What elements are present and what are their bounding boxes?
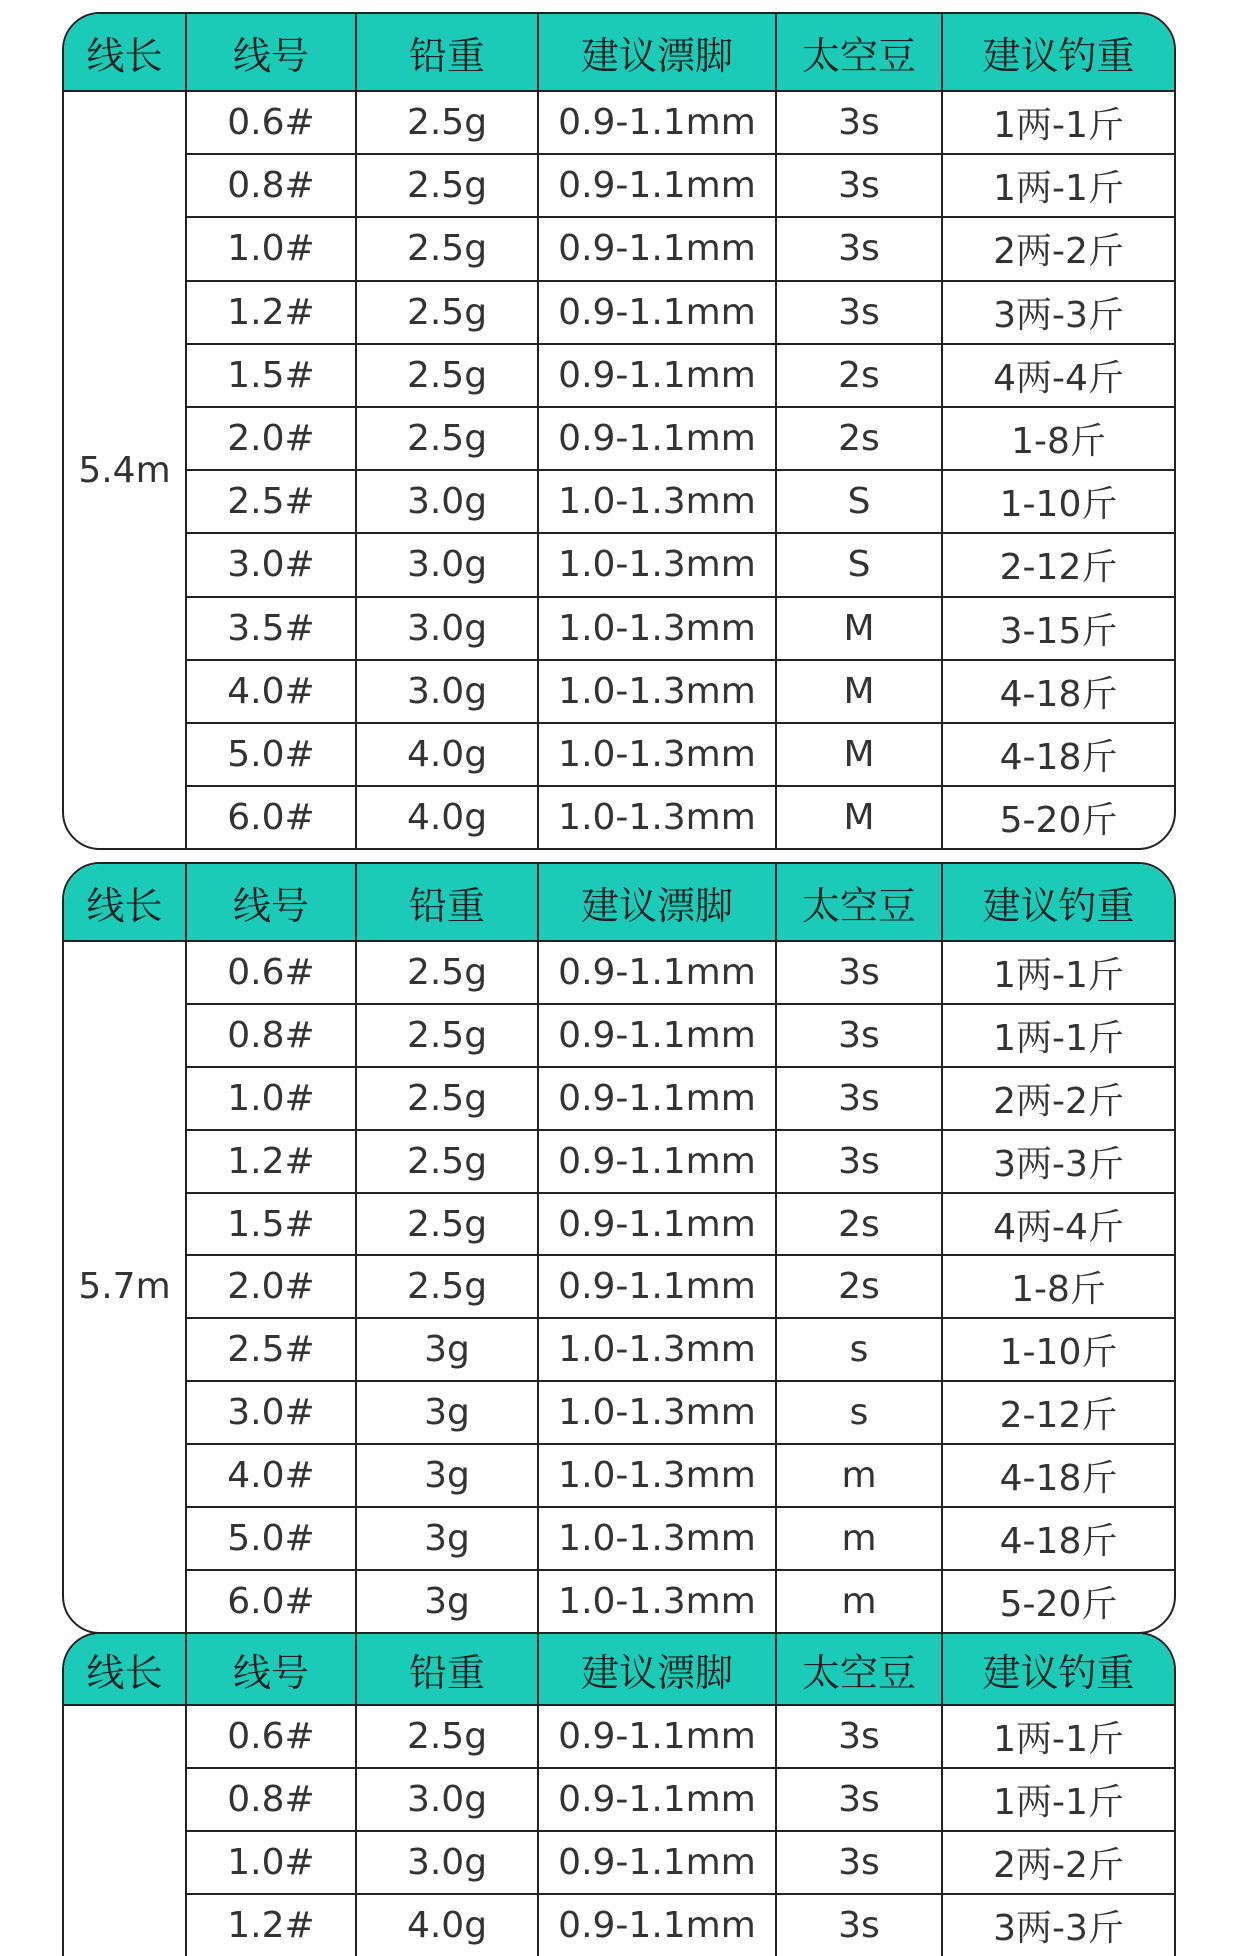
fish-weight-cell: 2两-2斤: [942, 1831, 1174, 1894]
header-line-length: 线长: [64, 1634, 186, 1705]
sinker-weight-cell: 2.5g: [356, 407, 538, 470]
line-length-cell: [64, 1705, 186, 1956]
float-foot-cell: 0.9-1.1mm: [538, 1067, 776, 1130]
float-foot-cell: 0.9-1.1mm: [538, 1193, 776, 1256]
header-fish-weight: 建议钓重: [942, 864, 1174, 941]
header-line-number: 线号: [186, 14, 356, 91]
line-number-cell: 3.0#: [186, 533, 356, 596]
space-bean-cell: 3s: [776, 154, 942, 217]
table-row: [64, 1570, 1174, 1632]
space-bean-cell: 3s: [776, 1004, 942, 1067]
table-row: [64, 941, 1174, 1004]
float-foot-cell: 1.0-1.3mm: [538, 1570, 776, 1632]
table-row: [64, 470, 1174, 533]
header-float-foot: 建议漂脚: [538, 14, 776, 91]
spec-table-5-7m: [62, 862, 1176, 1634]
table-row: [64, 1831, 1174, 1894]
line-number-cell: 2.5#: [186, 470, 356, 533]
space-bean-cell: 2s: [776, 1193, 942, 1256]
space-bean-cell: 3s: [776, 1067, 942, 1130]
space-bean-cell: 3s: [776, 1768, 942, 1831]
float-foot-cell: 0.9-1.1mm: [538, 407, 776, 470]
space-bean-cell: 3s: [776, 217, 942, 280]
line-number-cell: 4.0#: [186, 1444, 356, 1507]
sinker-weight-cell: 2.5g: [356, 217, 538, 280]
header-space-bean: 太空豆: [776, 14, 942, 91]
fish-weight-cell: 4-18斤: [942, 1444, 1174, 1507]
spec-table-5-4m: [62, 12, 1176, 850]
header-line-length: 线长: [64, 14, 186, 91]
space-bean-cell: M: [776, 597, 942, 660]
space-bean-cell: S: [776, 470, 942, 533]
spec-table-third: [62, 1632, 1176, 1956]
float-foot-cell: 0.9-1.1mm: [538, 1705, 776, 1768]
space-bean-cell: 2s: [776, 344, 942, 407]
float-foot-cell: 0.9-1.1mm: [538, 1768, 776, 1831]
sinker-weight-cell: 2.5g: [356, 281, 538, 344]
sinker-weight-cell: 2.5g: [356, 344, 538, 407]
sinker-weight-cell: 3g: [356, 1318, 538, 1381]
table-row: [64, 1894, 1174, 1956]
line-length-cell: 5.7m: [64, 941, 186, 1632]
sinker-weight-cell: 3.0g: [356, 660, 538, 723]
sinker-weight-cell: 3.0g: [356, 1768, 538, 1831]
table-row: [64, 217, 1174, 280]
space-bean-cell: 3s: [776, 1705, 942, 1768]
sinker-weight-cell: 2.5g: [356, 1193, 538, 1256]
line-number-cell: 0.8#: [186, 1768, 356, 1831]
sinker-weight-cell: 3.0g: [356, 533, 538, 596]
fish-weight-cell: 4两-4斤: [942, 344, 1174, 407]
table-row: [64, 1381, 1174, 1444]
float-foot-cell: 0.9-1.1mm: [538, 91, 776, 154]
float-foot-cell: 1.0-1.3mm: [538, 470, 776, 533]
header-fish-weight: 建议钓重: [942, 1634, 1174, 1705]
line-number-cell: 1.0#: [186, 1831, 356, 1894]
space-bean-cell: s: [776, 1318, 942, 1381]
line-number-cell: 5.0#: [186, 1507, 356, 1570]
fish-weight-cell: 4-18斤: [942, 1507, 1174, 1570]
sinker-weight-cell: 2.5g: [356, 1705, 538, 1768]
space-bean-cell: M: [776, 786, 942, 848]
fish-weight-cell: 1两-1斤: [942, 1004, 1174, 1067]
space-bean-cell: M: [776, 723, 942, 786]
sinker-weight-cell: 4.0g: [356, 723, 538, 786]
float-foot-cell: 1.0-1.3mm: [538, 597, 776, 660]
sinker-weight-cell: 2.5g: [356, 154, 538, 217]
line-number-cell: 0.6#: [186, 1705, 356, 1768]
fish-weight-cell: 4-18斤: [942, 723, 1174, 786]
line-number-cell: 0.6#: [186, 91, 356, 154]
float-foot-cell: 1.0-1.3mm: [538, 660, 776, 723]
fish-weight-cell: 2-12斤: [942, 533, 1174, 596]
table-row: [64, 91, 1174, 154]
sinker-weight-cell: 2.5g: [356, 941, 538, 1004]
space-bean-cell: M: [776, 660, 942, 723]
space-bean-cell: 3s: [776, 1130, 942, 1193]
table-row: [64, 154, 1174, 217]
fish-weight-cell: 2-12斤: [942, 1381, 1174, 1444]
line-number-cell: 1.2#: [186, 1894, 356, 1956]
table-row: [64, 1705, 1174, 1768]
table-row: [64, 1507, 1174, 1570]
line-number-cell: 0.8#: [186, 154, 356, 217]
space-bean-cell: m: [776, 1444, 942, 1507]
sinker-weight-cell: 3.0g: [356, 597, 538, 660]
sinker-weight-cell: 2.5g: [356, 91, 538, 154]
line-number-cell: 1.0#: [186, 217, 356, 280]
table-row: [64, 1130, 1174, 1193]
float-foot-cell: 0.9-1.1mm: [538, 1004, 776, 1067]
line-number-cell: 6.0#: [186, 1570, 356, 1632]
table-row: [64, 1004, 1174, 1067]
space-bean-cell: 3s: [776, 1831, 942, 1894]
float-foot-cell: 0.9-1.1mm: [538, 154, 776, 217]
line-number-cell: 3.5#: [186, 597, 356, 660]
fish-weight-cell: 3两-3斤: [942, 281, 1174, 344]
table-row: [64, 786, 1174, 848]
table-row: [64, 723, 1174, 786]
header-sinker-weight: 铅重: [356, 864, 538, 941]
space-bean-cell: 3s: [776, 941, 942, 1004]
space-bean-cell: s: [776, 1381, 942, 1444]
space-bean-cell: m: [776, 1570, 942, 1632]
table-row: [64, 407, 1174, 470]
spec-grid: [64, 1634, 1174, 1956]
space-bean-cell: 2s: [776, 407, 942, 470]
fish-weight-cell: 1-10斤: [942, 1318, 1174, 1381]
sinker-weight-cell: 3g: [356, 1444, 538, 1507]
fish-weight-cell: 3-15斤: [942, 597, 1174, 660]
line-length-cell: 5.4m: [64, 91, 186, 848]
space-bean-cell: 3s: [776, 281, 942, 344]
sinker-weight-cell: 2.5g: [356, 1130, 538, 1193]
sinker-weight-cell: 3g: [356, 1570, 538, 1632]
float-foot-cell: 0.9-1.1mm: [538, 217, 776, 280]
fish-weight-cell: 1-10斤: [942, 470, 1174, 533]
table-row: [64, 1444, 1174, 1507]
float-foot-cell: 1.0-1.3mm: [538, 1444, 776, 1507]
fish-weight-cell: 4两-4斤: [942, 1193, 1174, 1256]
line-number-cell: 4.0#: [186, 660, 356, 723]
table-row: [64, 1193, 1174, 1256]
header-line-number: 线号: [186, 864, 356, 941]
fish-weight-cell: 5-20斤: [999, 800, 1118, 842]
header-line-number: 线号: [186, 1634, 356, 1705]
sinker-weight-cell: 2.5g: [356, 1004, 538, 1067]
float-foot-cell: 0.9-1.1mm: [538, 1894, 776, 1956]
header-sinker-weight: 铅重: [356, 1634, 538, 1705]
table-row: [64, 344, 1174, 407]
sinker-weight-cell: 2.5g: [356, 1255, 538, 1318]
sinker-weight-cell: 3.0g: [356, 470, 538, 533]
float-foot-cell: 0.9-1.1mm: [538, 344, 776, 407]
float-foot-cell: 0.9-1.1mm: [538, 1255, 776, 1318]
table-row: [64, 281, 1174, 344]
fish-weight-cell: 5-20斤: [999, 1583, 1118, 1625]
float-foot-cell: 0.9-1.1mm: [538, 281, 776, 344]
table-row: [64, 1255, 1174, 1318]
table-row: [64, 1067, 1174, 1130]
sinker-weight-cell: 3g: [356, 1381, 538, 1444]
fish-weight-cell: 1-8斤: [942, 1255, 1174, 1318]
fish-weight-cell: 1两-1斤: [942, 154, 1174, 217]
sinker-weight-cell: 4.0g: [356, 1894, 538, 1956]
float-foot-cell: 1.0-1.3mm: [538, 786, 776, 848]
sinker-weight-cell: 3.0g: [356, 1831, 538, 1894]
line-number-cell: 1.2#: [186, 281, 356, 344]
fish-weight-cell: 1两-1斤: [942, 941, 1174, 1004]
spec-grid: [64, 864, 1174, 1632]
header-sinker-weight: 铅重: [356, 14, 538, 91]
fish-weight-cell: 3两-3斤: [942, 1130, 1174, 1193]
header-space-bean: 太空豆: [776, 864, 942, 941]
line-number-cell: 1.5#: [186, 1193, 356, 1256]
float-foot-cell: 1.0-1.3mm: [538, 533, 776, 596]
float-foot-cell: 1.0-1.3mm: [538, 1381, 776, 1444]
float-foot-cell: 0.9-1.1mm: [538, 941, 776, 1004]
space-bean-cell: 2s: [776, 1255, 942, 1318]
space-bean-cell: S: [776, 533, 942, 596]
sinker-weight-cell: 2.5g: [356, 1067, 538, 1130]
header-line-length: 线长: [64, 864, 186, 941]
header-space-bean: 太空豆: [776, 1634, 942, 1705]
float-foot-cell: 0.9-1.1mm: [538, 1130, 776, 1193]
line-number-cell: 2.5#: [186, 1318, 356, 1381]
line-number-cell: 1.0#: [186, 1067, 356, 1130]
fish-weight-cell: 1两-1斤: [942, 91, 1174, 154]
line-number-cell: 6.0#: [186, 786, 356, 848]
table-row: [64, 660, 1174, 723]
fish-weight-cell: 1-8斤: [942, 407, 1174, 470]
table-row: [64, 597, 1174, 660]
fish-weight-cell: 1两-1斤: [942, 1768, 1174, 1831]
fish-weight-cell: 2两-2斤: [942, 1067, 1174, 1130]
fish-weight-cell: 4-18斤: [942, 660, 1174, 723]
table-row: [64, 533, 1174, 596]
header-row: [64, 864, 1174, 941]
fish-weight-cell: 1两-1斤: [942, 1705, 1174, 1768]
float-foot-cell: 0.9-1.1mm: [538, 1831, 776, 1894]
table-row: [64, 1318, 1174, 1381]
sinker-weight-cell: 4.0g: [356, 786, 538, 848]
header-fish-weight: 建议钓重: [942, 14, 1174, 91]
header-float-foot: 建议漂脚: [538, 1634, 776, 1705]
table-row: [64, 1768, 1174, 1831]
space-bean-cell: m: [776, 1507, 942, 1570]
space-bean-cell: 3s: [776, 1894, 942, 1956]
float-foot-cell: 1.0-1.3mm: [538, 723, 776, 786]
line-number-cell: 0.6#: [186, 941, 356, 1004]
line-number-cell: 0.8#: [186, 1004, 356, 1067]
line-number-cell: 2.0#: [186, 407, 356, 470]
float-foot-cell: 1.0-1.3mm: [538, 1507, 776, 1570]
header-row: [64, 1634, 1174, 1705]
line-number-cell: 5.0#: [186, 723, 356, 786]
header-row: [64, 14, 1174, 91]
sinker-weight-cell: 3g: [356, 1507, 538, 1570]
float-foot-cell: 1.0-1.3mm: [538, 1318, 776, 1381]
fish-weight-cell: 2两-2斤: [942, 217, 1174, 280]
header-float-foot: 建议漂脚: [538, 864, 776, 941]
line-number-cell: 3.0#: [186, 1381, 356, 1444]
spec-grid: [64, 14, 1174, 848]
line-number-cell: 2.0#: [186, 1255, 356, 1318]
line-number-cell: 1.5#: [186, 344, 356, 407]
fish-weight-cell: 3两-3斤: [993, 1908, 1124, 1949]
space-bean-cell: 3s: [776, 91, 942, 154]
line-number-cell: 1.2#: [186, 1130, 356, 1193]
